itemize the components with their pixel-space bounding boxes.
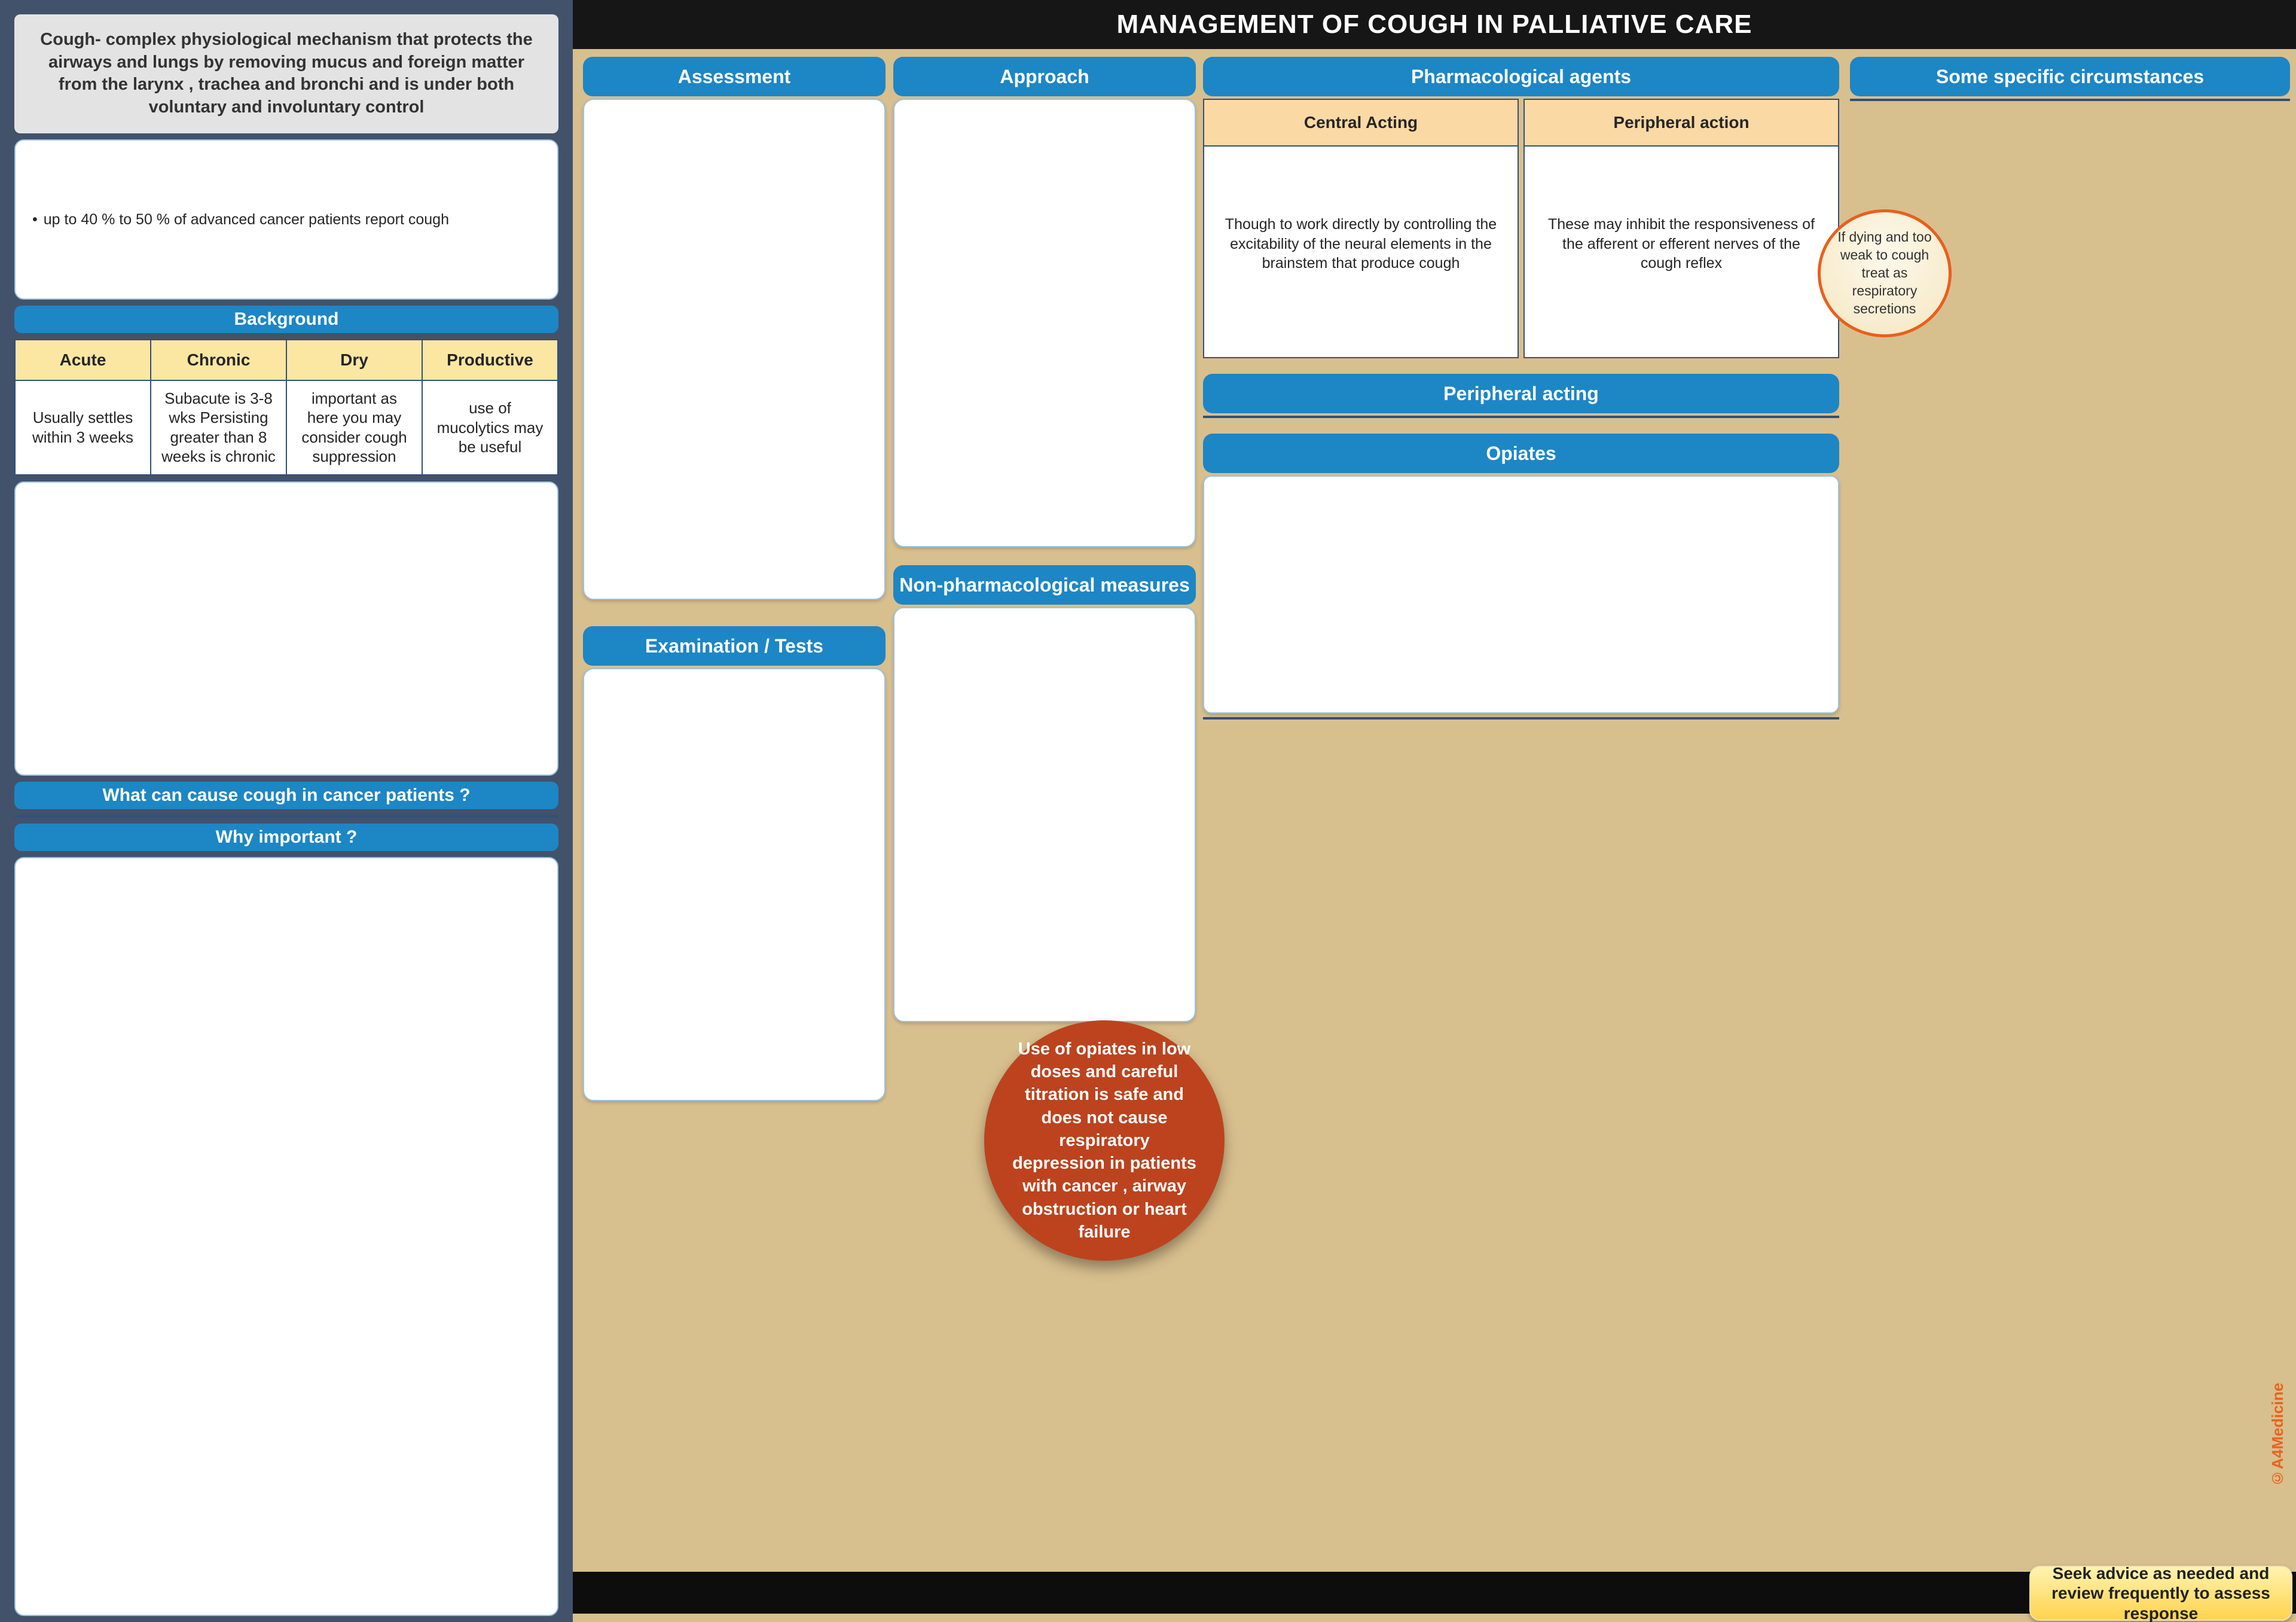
causes-header: What can cause cough in cancer patients ? — [14, 782, 558, 809]
physiology-box — [14, 481, 558, 776]
approach-header: Approach — [893, 57, 1196, 96]
assessment-box — [583, 99, 886, 600]
nonpharm-header: Non-pharmacological measures — [893, 565, 1196, 605]
cell-dry: important as here you may consider cough suppression — [287, 380, 423, 474]
central-acting-panel — [1203, 99, 1519, 358]
opiates-safety-callout: Use of opiates in low doses and careful titration is safe and does not cause respiratory depression in patients with cancer , airway obstruction or heart failure — [984, 1020, 1225, 1261]
assessment-column — [583, 57, 886, 1101]
examination-box — [583, 668, 886, 1101]
examination-header: Examination / Tests — [583, 626, 886, 666]
circumstances-header: Some specific circumstances — [1850, 57, 2290, 96]
background-header: Background — [14, 306, 558, 333]
opiates-header: Opiates — [1203, 434, 1839, 473]
advice-box: Seek advice as needed and review frequently to assess response — [2029, 1566, 2292, 1621]
circumstances-column — [1850, 57, 2290, 101]
why-important-header: Why important ? — [14, 824, 558, 851]
opiates-intro-box — [1203, 475, 1839, 714]
col-productive: Productive — [423, 340, 557, 380]
background-header-row — [16, 340, 557, 380]
cough-definition: Cough- complex physiological mechanism that protects the airways and lungs by removing mucus and foreign matter from the larynx , trachea and bronchi and is under both voluntary and involuntary control — [14, 14, 558, 133]
central-acting-description: Though to work directly by controlling the excitability of the neural elements in the brainstem that produce cough — [1225, 216, 1497, 272]
main-area — [573, 49, 2296, 1622]
peripheral-action-body — [1525, 147, 1838, 357]
approach-box — [893, 99, 1196, 547]
epidemiology-list — [32, 208, 541, 231]
cell-acute: Usually settles within 3 weeks — [16, 380, 151, 474]
col-acute: Acute — [16, 340, 151, 380]
pharmacological-column — [1203, 57, 1839, 719]
dying-patient-callout: If dying and too weak to cough treat as respiratory secretions — [1818, 209, 1952, 337]
peripheral-action-header: Peripheral action — [1525, 100, 1838, 147]
peripheral-action-description: These may inhibit the responsiveness of the afferent or efferent nerves of the cough reflex — [1547, 216, 1815, 272]
peripheral-acting-table — [1203, 416, 1839, 418]
central-acting-body — [1204, 147, 1518, 357]
left-panel — [0, 0, 573, 1622]
causes-table — [14, 815, 558, 818]
cell-productive: use of mucolytics may be useful — [423, 380, 557, 474]
opiates-table — [1203, 717, 1839, 719]
peripheral-acting-header: Peripheral acting — [1203, 374, 1839, 413]
col-dry: Dry — [287, 340, 423, 380]
epidemiology-box — [14, 139, 558, 300]
central-acting-header: Central Acting — [1204, 100, 1518, 147]
background-table — [14, 339, 558, 475]
approach-column — [893, 57, 1196, 1022]
watermark: ©A4Medicine — [2268, 1383, 2286, 1487]
cell-chronic: Subacute is 3-8 wks Persisting greater than 8 weeks is chronic — [151, 380, 287, 474]
bullet-item: • up to 40 % to 50 % of advanced cancer patients report cough — [32, 211, 449, 228]
col-chronic: Chronic — [151, 340, 287, 380]
page-title: MANAGEMENT OF COUGH IN PALLIATIVE CARE — [573, 0, 2296, 49]
assessment-header: Assessment — [583, 57, 886, 96]
pharm-header: Pharmacological agents — [1203, 57, 1839, 96]
peripheral-action-panel — [1523, 99, 1839, 358]
why-important-box — [14, 857, 558, 1616]
circumstances-table — [1850, 99, 2290, 101]
background-body-row — [16, 380, 557, 474]
central-peripheral-row — [1203, 99, 1839, 358]
nonpharm-box — [893, 607, 1196, 1022]
